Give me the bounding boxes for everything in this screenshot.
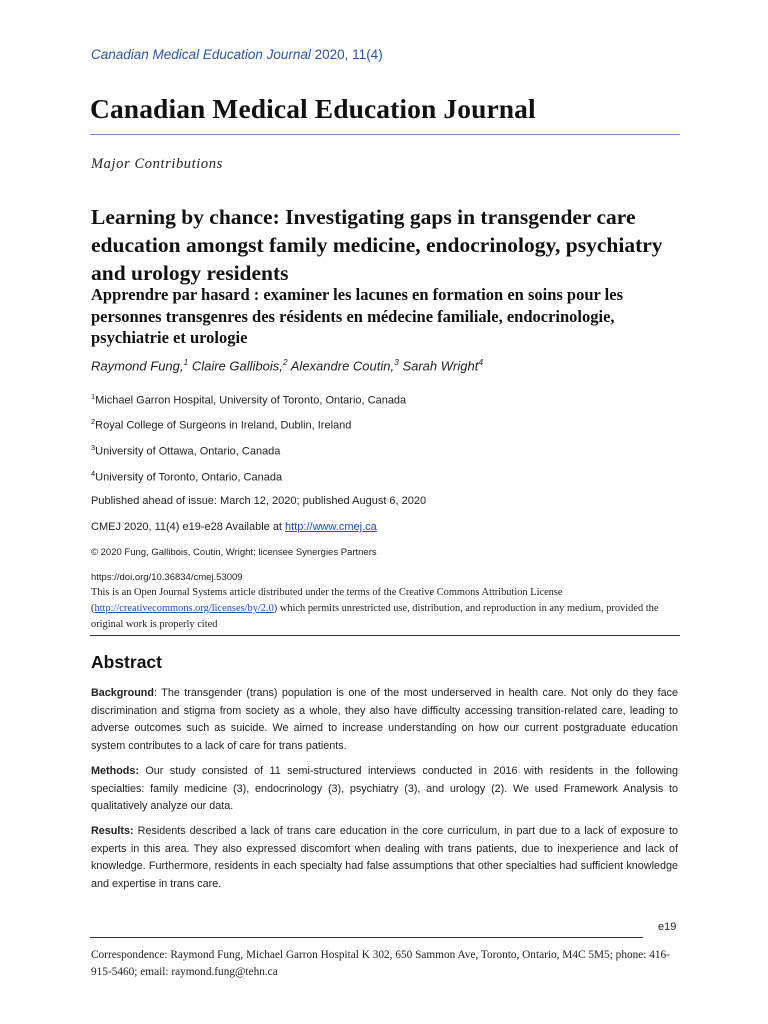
author-affiliation-marker: 2 — [282, 357, 288, 367]
affiliation-marker: 4 — [91, 469, 96, 478]
methods-text: Our study consisted of 11 semi-structured interviews conducted in 2016 with residents in the following specialties: family medicine (3), endocrinology (3), psychiatry (3), and urology (2). We used Framework Analysis to qualitatively analyze our data. — [91, 765, 678, 813]
author-affiliation-marker: 4 — [478, 357, 484, 367]
cmej-website-link[interactable]: http://www.cmej.ca — [285, 521, 377, 533]
article-title-en: Learning by chance: Investigating gaps in transgender care education amongst family medicine, endocrinology, psychiatry and urology residents — [91, 205, 663, 285]
author-list — [91, 357, 483, 373]
abstract-results — [91, 823, 678, 893]
section-label: Major Contributions — [91, 156, 223, 172]
header-journal-name: Canadian Medical Education Journal — [91, 47, 311, 62]
header-citation — [91, 47, 383, 62]
journal-title: Canadian Medical Education Journal — [90, 93, 536, 124]
publication-dates: Published ahead of issue: March 12, 2020; published August 6, 2020 — [91, 495, 427, 507]
affiliation — [91, 443, 280, 458]
author-name: Raymond Fung, — [91, 358, 184, 374]
title-divider — [90, 134, 680, 135]
author-name: Claire Gallibois, — [188, 358, 283, 374]
footnote-divider — [90, 937, 643, 938]
page-number: e19 — [658, 921, 677, 933]
affiliation-text: Michael Garron Hospital, University of Toronto, Ontario, Canada — [95, 394, 407, 407]
affiliation — [91, 417, 351, 432]
affiliation — [91, 392, 406, 407]
affiliation-marker: 1 — [91, 392, 96, 401]
affiliation-text: University of Ottawa, Ontario, Canada — [95, 445, 281, 458]
section-divider — [90, 635, 680, 636]
author-affiliation-marker: 3 — [394, 357, 399, 367]
affiliation — [91, 469, 282, 484]
author-name: Sarah Wright — [398, 358, 479, 374]
copyright-notice: © 2020 Fung, Gallibois, Coutin, Wright; licensee Synergies Partners — [91, 547, 377, 558]
affiliation-marker: 2 — [91, 417, 96, 426]
results-label: Results: — [91, 825, 134, 837]
methods-label: Methods: — [91, 765, 139, 777]
abstract-background — [91, 685, 678, 755]
author-affiliation-marker: 1 — [183, 357, 189, 367]
background-text: : The transgender (trans) population is one of the most underserved in health care. Not only do they face discrimination and stigma from society as a whole, they also have difficulty accessing transition-related care, leading to adverse outcomes such as suicide. We aimed to increase understanding on how our current postgraduate education system contributes to a lack of care for trans patients. — [91, 687, 678, 752]
license-paren: ( — [91, 603, 95, 614]
license-link[interactable]: http://creativecommons.org/licenses/by/2.0 — [94, 603, 274, 614]
background-label: Background — [91, 687, 154, 699]
article-title-fr: Apprendre par hasard : examiner les lacunes en formation en soins pour les personnes transgenres des résidents en médecine familiale, endocrinologie, psychiatrie et urologie — [91, 285, 624, 347]
affiliation-text: University of Toronto, Ontario, Canada — [95, 471, 283, 484]
cmej-citation-text: CMEJ 2020, 11(4) e19-e28 Available at — [91, 521, 286, 533]
license-text-rest: ) which permits unrestricted use, distribution, and reproduction in any medium, provided the original work is properly cited — [91, 603, 659, 630]
license-statement — [91, 585, 686, 633]
correspondence-footnote: Correspondence: Raymond Fung, Michael Garron Hospital K 302, 650 Sammon Ave, Toronto, Ontario, M4C 5M5; phone: 416-915-5460; email: raymond.fung@tehn.ca — [91, 949, 670, 978]
license-text: This is an Open Journal Systems article distributed under the terms of the Creative Commons Attribution License — [91, 587, 563, 598]
abstract-heading: Abstract — [91, 652, 162, 672]
header-issue: 2020, 11(4) — [310, 47, 383, 62]
affiliation-text: Royal College of Surgeons in Ireland, Dublin, Ireland — [95, 419, 352, 432]
author-name: Alexandre Coutin, — [287, 358, 395, 374]
results-text: Residents described a lack of trans care education in the core curriculum, in part due to a lack of exposure to experts in this area. They also expressed discomfort when dealing with trans patients, due to inexperience and lack of knowledge. Furthermore, residents in each specialty had false assumptions that other specialties had sufficient knowledge and expertise in trans care. — [91, 825, 678, 890]
affiliation-marker: 3 — [91, 443, 96, 452]
abstract-methods — [91, 763, 678, 816]
cmej-citation — [91, 521, 377, 533]
doi: https://doi.org/10.36834/cmej.53009 — [91, 572, 243, 583]
